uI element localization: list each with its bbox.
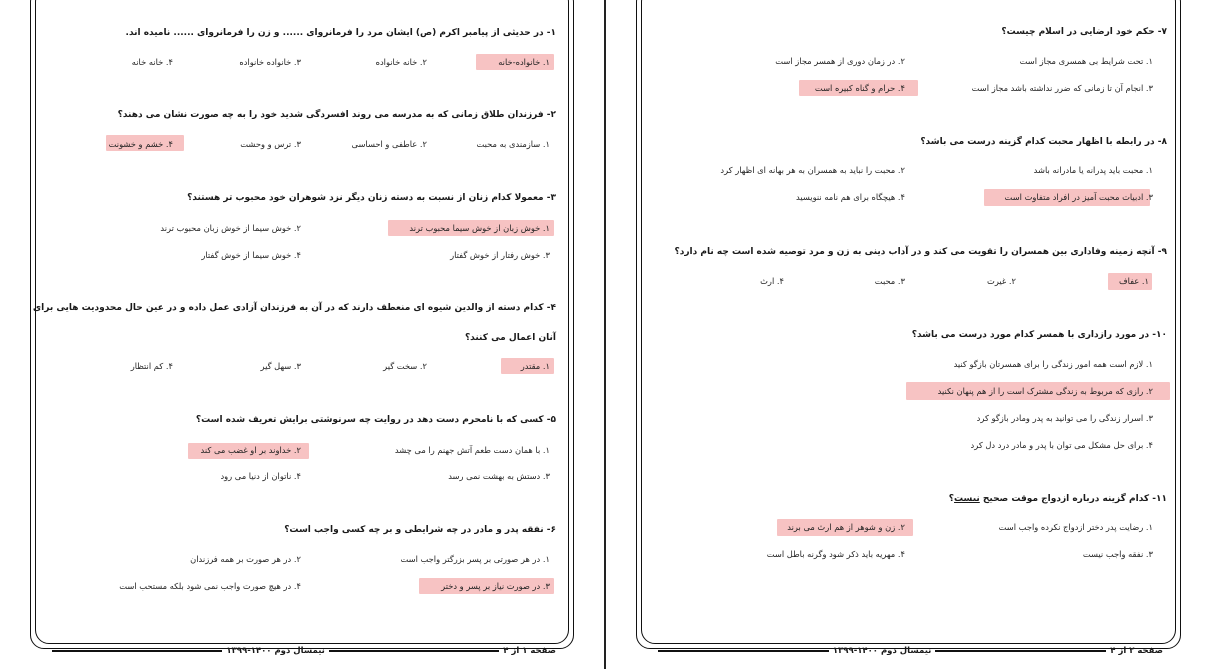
option-4: ۴. کم انتظار bbox=[130, 361, 173, 371]
option-2: ۲. خوش سیما از خوش زبان محبوب ترند bbox=[160, 223, 301, 233]
option-4: ۴. در هیچ صورت واجب نمی شود بلکه مستحب است bbox=[119, 581, 301, 591]
option-4: ۴. مهریه باید ذکر شود وگرنه باطل است bbox=[766, 549, 905, 559]
question-3: ۳- معمولا کدام زنان از نسبت به دسته زنان دیگر نزد شوهران خود محبوب تر هستند؟ bbox=[187, 193, 556, 203]
option-2: ۲. خداوند بر او غضب می کند bbox=[200, 445, 301, 455]
option-1: ۱. با همان دست طعم آتش جهنم را می چشد bbox=[394, 445, 550, 455]
option-3: ۳. اسرار زندگی را می توانید به پدر ومادر بازگو کرد bbox=[976, 413, 1153, 423]
semester-label: نیمسال دوم ۱۴۰۰-۱۳۹۹ bbox=[226, 646, 325, 656]
option-1: ۱. تحت شرایط بی همسری مجاز است bbox=[1019, 56, 1153, 66]
exam-page-1 bbox=[0, 0, 604, 669]
question-7: ۷- حکم خود ارضایی در اسلام چیست؟ bbox=[1001, 27, 1167, 37]
option-3: ۳. سهل گیر bbox=[260, 361, 301, 371]
question-2: ۲- فرزندان طلاق زمانی که به مدرسه می روند افسردگی شدید خود را به چه صورت نشان می دهند؟ bbox=[117, 110, 556, 120]
option-4: ۴. خانه خانه bbox=[131, 57, 173, 67]
option-3: ۳. محبت bbox=[874, 276, 905, 286]
underlined-word: نیست bbox=[954, 494, 980, 504]
question-10: ۱۰- در مورد رازداری با همسر کدام مورد درست می باشد؟ bbox=[911, 330, 1167, 340]
question-11: ۱۱- کدام گزینه درباره ازدواج موقت صحیح نیست؟ bbox=[948, 494, 1167, 504]
page-footer bbox=[48, 644, 556, 658]
option-1: ۱. مقتدر bbox=[520, 361, 550, 371]
exam-page-2 bbox=[606, 0, 1211, 669]
option-1: ۱. لازم است همه امور زندگی را برای همسرتان بازگو کنید bbox=[953, 359, 1153, 369]
option-2: ۲. زن و شوهر از هم ارث می برند bbox=[787, 522, 905, 532]
option-3: ۳. دستش به بهشت نمی رسد bbox=[448, 471, 550, 481]
option-2: ۲. خانه خانواده bbox=[375, 57, 427, 67]
option-4: ۴. ناتوان از دنیا می رود bbox=[220, 471, 301, 481]
option-3: ۳. خوش رفتار از خوش گفتار bbox=[450, 250, 550, 260]
option-2: ۲. در زمان دوری از همسر مجاز است bbox=[775, 56, 905, 66]
option-3: ۳. ترس و وحشت bbox=[240, 139, 301, 149]
question-1: ۱- در حدیثی از پیامبر اکرم (ص) ایشان مرد را فرمانروای ...... و زن را فرمانروای ...... نامیده اند. bbox=[125, 28, 556, 38]
option-4: ۴. حرام و گناه کبیره است bbox=[814, 83, 905, 93]
question-4: ۴- کدام دسته از والدین شیوه ای منعطف دارند که در آن به فرزندان آزادی عمل داده و در عین حال محدودیت هایی برای bbox=[32, 303, 556, 313]
semester-label: نیمسال دوم ۱۴۰۰-۱۳۹۹ bbox=[832, 646, 932, 656]
footer-rule bbox=[658, 650, 829, 652]
option-4: ۴. خشم و خشونت bbox=[108, 139, 173, 149]
question-8: ۸- در رابطه با اظهار محبت کدام گزینه درست می باشد؟ bbox=[920, 137, 1167, 147]
page-number: صفحه ۲ از ۴ bbox=[1110, 646, 1163, 656]
option-3: ۳. خانواده خانواده bbox=[239, 57, 301, 67]
option-3: ۳. انجام آن تا زمانی که ضرر نداشته باشد مجاز است bbox=[971, 83, 1153, 93]
question-4-continued: آنان اعمال می کنند؟ bbox=[464, 333, 556, 343]
option-2: ۲. عاطفی و احساسی bbox=[351, 139, 427, 149]
option-4: ۴. ارث bbox=[760, 276, 784, 286]
option-1: ۱. در هر صورتی بر پسر بزرگتر واجب است bbox=[400, 554, 550, 564]
option-1: ۱. خانواده-خانه bbox=[498, 57, 550, 67]
option-2: ۲. در هر صورت بر همه فرزندان bbox=[190, 554, 301, 564]
option-4: ۴. خوش سیما از خوش گفتار bbox=[201, 250, 301, 260]
option-2: ۲. رازی که مربوط به زندگی مشترک است را از هم پنهان نکنید bbox=[937, 386, 1153, 396]
option-4: ۴. برای حل مشکل می توان با پدر و مادر درد دل کرد bbox=[970, 440, 1153, 450]
option-4: ۴. هیچگاه برای هم نامه ننویسید bbox=[796, 192, 905, 202]
option-2: ۲. سخت گیر bbox=[383, 361, 427, 371]
footer-rule bbox=[329, 650, 499, 652]
option-1: ۱. خوش زبان از خوش سیما محبوب ترند bbox=[409, 223, 550, 233]
footer-rule bbox=[52, 650, 222, 652]
page-number: صفحه ۱ از ۴ bbox=[503, 646, 556, 656]
option-2: ۲. غیرت bbox=[987, 276, 1016, 286]
option-3: ۳. نفقه واجب نیست bbox=[1082, 549, 1153, 559]
option-1: ۱. سازمندی به محبت bbox=[476, 139, 550, 149]
option-1: ۱. رضایت پدر دختر ازدواج نکرده واجب است bbox=[998, 522, 1153, 532]
option-1: ۱. محبت باید پدرانه یا مادرانه باشد bbox=[1033, 165, 1153, 175]
option-1: ۱. عفاف bbox=[1118, 276, 1149, 286]
footer-rule bbox=[935, 650, 1106, 652]
page-footer bbox=[654, 644, 1163, 658]
option-3: ۳. ادبیات محبت آمیز در افراد متفاوت است bbox=[1004, 192, 1153, 202]
option-2: ۲. محبت را نباید به همسران به هر بهانه ای اظهار کرد bbox=[720, 165, 905, 175]
question-6: ۶- نفقه پدر و مادر در چه شرایطی و بر چه کسی واجب است؟ bbox=[284, 525, 556, 535]
page-border-inner bbox=[32, 0, 569, 644]
option-3: ۳. در صورت نیاز بر پسر و دختر bbox=[441, 581, 550, 591]
question-9: ۹- آنچه زمینه وفاداری بین همسران را تقویت می کند و در آداب دینی به زن و مرد توصیه شده است چه نام دارد؟ bbox=[674, 247, 1167, 257]
question-5: ۵- کسی که با نامحرم دست دهد در روایت چه سرنوشتی برایش تعریف شده است؟ bbox=[195, 415, 556, 425]
